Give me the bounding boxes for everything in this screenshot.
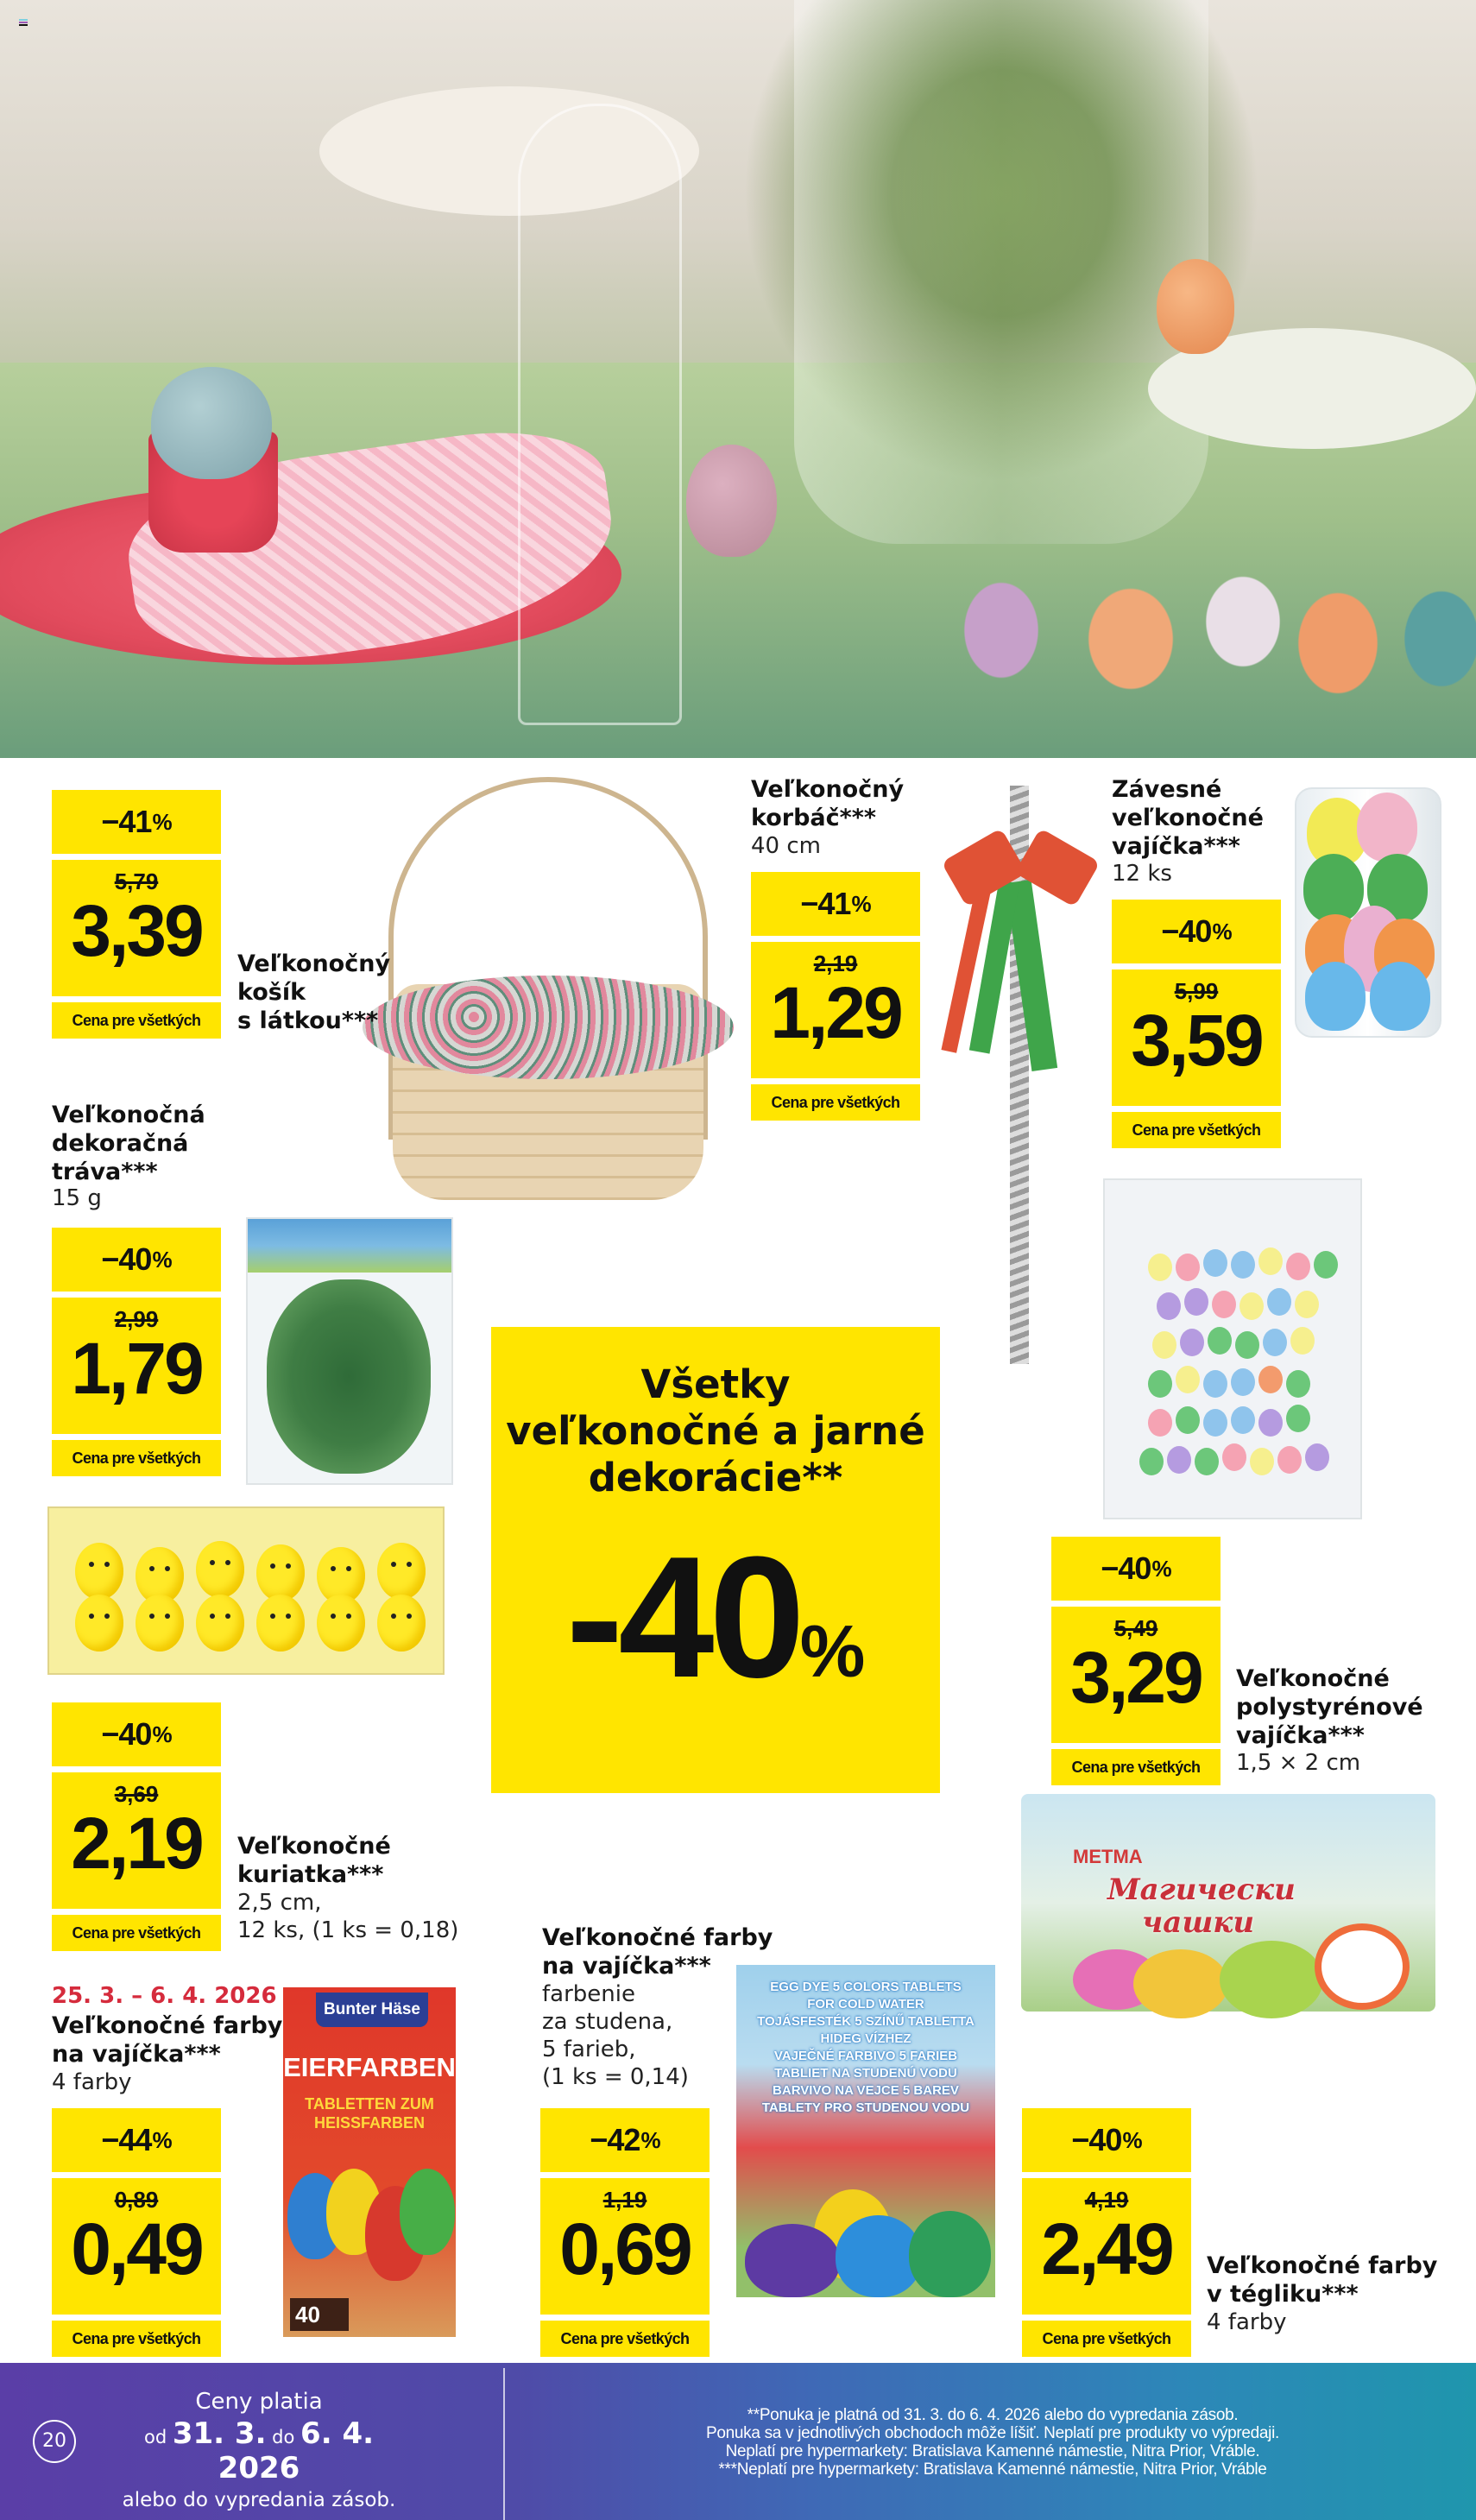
price-note: Cena pre všetkých <box>52 1440 221 1476</box>
product-desc-farby-teglik: 4 farby <box>1207 2309 1287 2335</box>
new-price: 1,29 <box>770 972 901 1053</box>
page-number-badge: 20 <box>33 2420 76 2463</box>
product-name-zavesne-vajicka: Závesné veľkonočné vajíčka*** <box>1112 776 1264 860</box>
polystyrene-eggs-bag-image <box>1103 1178 1362 1519</box>
price-box <box>52 1772 221 1909</box>
discount-badge: −44 % <box>52 2108 221 2172</box>
brand-label: Bunter Häse <box>316 1993 428 2027</box>
price-tag-zavesne-vajicka <box>1112 900 1281 1148</box>
new-price: 2,49 <box>1041 2208 1172 2289</box>
price-tag-polystyrenove-vajicka <box>1051 1537 1221 1785</box>
product-desc-korbac: 40 cm <box>751 833 821 859</box>
package-title: EIERFARBEN <box>283 2052 456 2082</box>
product-desc-polystyrenove-vajicka: 1,5 × 2 cm <box>1236 1750 1361 1776</box>
price-note: Cena pre všetkých <box>1022 2321 1191 2357</box>
promo-headline: Všetky veľkonočné a jarné dekorácie** <box>506 1361 925 1500</box>
price-tag-farby-4 <box>52 2108 221 2357</box>
new-price: 0,49 <box>71 2208 202 2289</box>
price-tag-kosik <box>52 790 221 1039</box>
new-price: 3,59 <box>1131 1000 1262 1081</box>
product-name-korbac: Veľkonočný korbáč*** <box>751 776 905 831</box>
package-text: EGG DYE 5 COLORS TABLETS FOR COLD WATER TOJÁSFESTÉK 5 SZÍNŰ TABLETTA HIDEG VÍZHEZ VAJEČNÉ FARBIVO 5 FARIEB TABLIET NA STUDENÚ VODU BARVIVO NA VEJCE 5 BAREV TABLETY PRO STUDENOU VODU <box>757 1980 975 2115</box>
promo-all-decorations <box>491 1327 940 1793</box>
product-name-trava: Veľkonočná dekoračná tráva*** <box>52 1102 205 1185</box>
product-name-kosik: Veľkonočný košík s látkou*** <box>237 951 391 1034</box>
old-price: 2,99 <box>114 1306 159 1332</box>
price-box <box>540 2178 710 2315</box>
new-price: 3,29 <box>1070 1637 1202 1718</box>
colored-eggs <box>932 518 1476 742</box>
price-tag-kuriatka <box>52 1702 221 1951</box>
price-note: Cena pre všetkých <box>52 2321 221 2357</box>
discount-badge: −40 % <box>52 1228 221 1292</box>
discount-badge: −40 % <box>1112 900 1281 963</box>
product-desc-zavesne-vajicka: 12 ks <box>1112 861 1172 887</box>
promo-discount: -40% <box>565 1521 866 1714</box>
package-subtitle: TABLETTEN ZUM HEISSFARBEN <box>305 2095 434 2132</box>
old-price: 5,99 <box>1174 978 1219 1004</box>
new-price: 2,19 <box>71 1803 202 1884</box>
old-price: 0,89 <box>114 2187 159 2213</box>
new-price: 3,39 <box>71 890 202 971</box>
price-box <box>52 1298 221 1434</box>
old-price: 2,19 <box>813 951 858 976</box>
price-note: Cena pre všetkých <box>1112 1112 1281 1148</box>
price-note: Cena pre všetkých <box>1051 1749 1221 1785</box>
decorative-grass-image <box>246 1217 453 1485</box>
old-price: 1,19 <box>602 2187 647 2213</box>
product-desc-kuriatka: 2,5 cm, 12 ks, (1 ks = 0,18) <box>237 1890 459 1943</box>
product-desc-farby-4: 4 farby <box>52 2069 132 2095</box>
price-note: Cena pre všetkých <box>540 2321 710 2357</box>
price-validity: Ceny platia od 31. 3. do 6. 4. 2026 alebo do vypredania zásob. <box>122 2389 396 2511</box>
product-name-farby-studena: Veľkonočné farby na vajíčka*** <box>542 1924 773 1980</box>
product-desc-farby-studena: farbenie za studena, 5 farieb, (1 ks = 0,14) <box>542 1981 689 2090</box>
discount-badge: −41 % <box>751 872 920 936</box>
old-price: 5,79 <box>114 868 159 894</box>
cold-water-egg-dye-box <box>736 1965 995 2297</box>
package-count: 40 <box>290 2298 349 2331</box>
price-box <box>52 860 221 996</box>
glass-vase <box>794 0 1208 544</box>
footer-divider <box>503 2368 505 2520</box>
price-tag-korbac <box>751 872 920 1121</box>
chicks-box-image <box>47 1506 445 1675</box>
package-title: Магически чашки <box>1107 1873 1296 1940</box>
discount-badge: −42 % <box>540 2108 710 2172</box>
product-name-farby-teglik: Veľkonočné farby v tégliku*** <box>1207 2252 1438 2308</box>
brand-label: METMA <box>1073 1846 1143 1867</box>
new-price: 0,69 <box>559 2208 691 2289</box>
discount-badge: −40 % <box>1051 1537 1221 1601</box>
hero-easter-table-photo <box>0 0 1476 758</box>
price-tag-trava <box>52 1228 221 1476</box>
product-name-polystyrenove-vajicka: Veľkonočné polystyrénové vajíčka*** <box>1236 1665 1423 1749</box>
wine-glass <box>518 104 682 725</box>
price-tag-farby-teglik <box>1022 2108 1191 2357</box>
hanging-eggs-tube-image <box>1295 787 1441 1038</box>
new-price: 1,79 <box>71 1328 202 1409</box>
old-price: 5,49 <box>1113 1615 1158 1641</box>
discount-badge: −40 % <box>1022 2108 1191 2172</box>
page-marker-icon <box>19 19 28 26</box>
price-box <box>751 942 920 1078</box>
product-name-kuriatka: Veľkonočné kuriatka*** <box>237 1833 391 1888</box>
price-box <box>52 2178 221 2315</box>
bunter-hase-egg-dye-box <box>283 1987 456 2337</box>
offer-date-range: 25. 3. – 6. 4. 2026 <box>52 1983 277 2009</box>
footer-bar <box>0 2363 1476 2520</box>
blue-egg <box>151 367 272 479</box>
price-box <box>1022 2178 1191 2315</box>
old-price: 3,69 <box>114 1781 159 1807</box>
basket-cloth-image <box>363 976 734 1079</box>
pink-egg <box>686 445 777 557</box>
price-box <box>1112 969 1281 1106</box>
price-note: Cena pre všetkých <box>52 1915 221 1951</box>
metma-egg-dye-box <box>1021 1794 1435 2012</box>
discount-badge: −40 % <box>52 1702 221 1766</box>
orange-egg <box>1157 259 1234 354</box>
price-box <box>1051 1607 1221 1743</box>
old-price: 4,19 <box>1084 2187 1129 2213</box>
price-note: Cena pre všetkých <box>52 1002 221 1039</box>
product-name-farby-4: Veľkonočné farby na vajíčka*** <box>52 2012 283 2068</box>
discount-badge: −41 % <box>52 790 221 854</box>
price-note: Cena pre všetkých <box>751 1084 920 1121</box>
footer-terms: **Ponuka je platná od 31. 3. do 6. 4. 2026 alebo do vypredania zásob. Ponuka sa v jednotlivých obchodoch môže líšiť. Neplatí pre produkty vo výpredaji. Neplatí pre hypermarkety: Bratislava Kamenné námestie, Nitra Prior, Vráble. ***Neplatí pre hypermarkety: Bratislava Kamenné námestie, Nitra Prior, Vráble <box>705 2406 1280 2479</box>
price-tag-farby-studena <box>540 2108 710 2357</box>
product-desc-trava: 15 g <box>52 1185 102 1211</box>
